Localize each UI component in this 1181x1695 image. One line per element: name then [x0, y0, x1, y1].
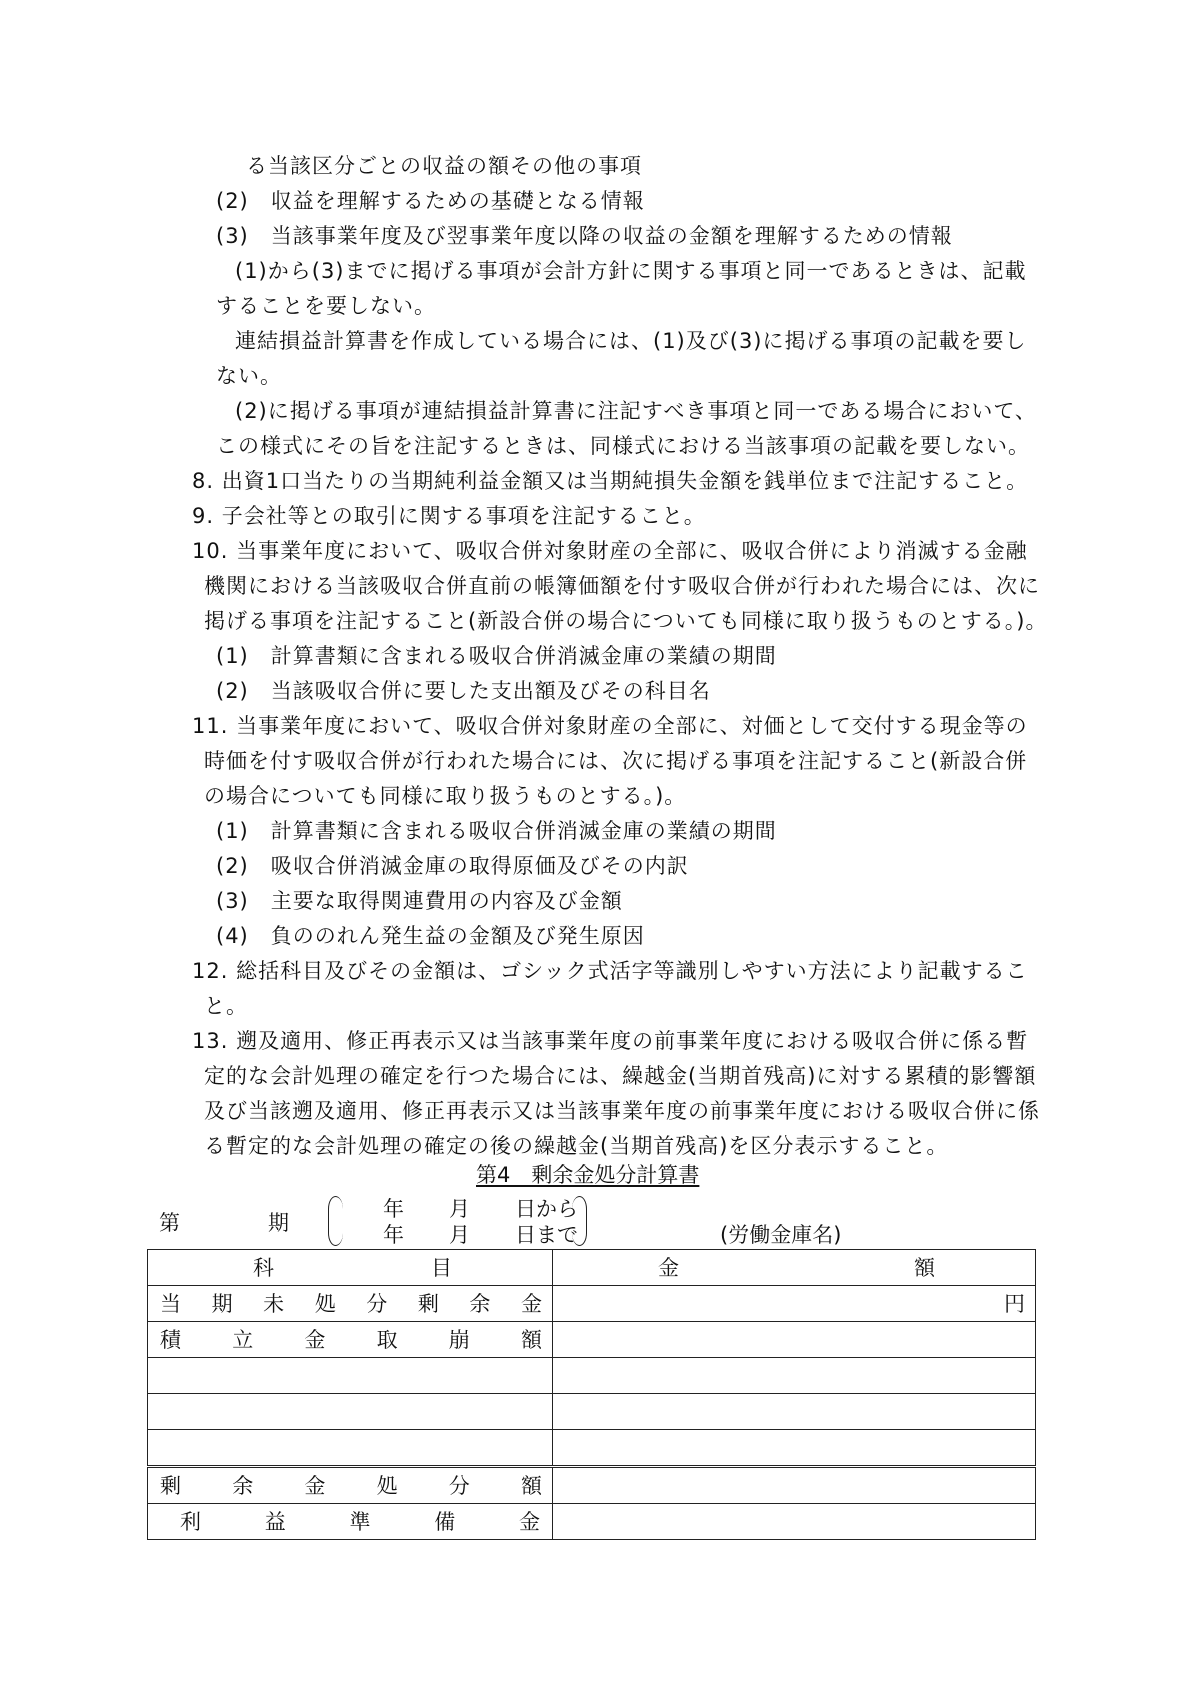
- label-char: 額: [520, 1473, 542, 1498]
- text-line: 連結損益計算書を作成している場合には、(1)及び(3)に掲げる事項の記載を要し: [235, 329, 1027, 353]
- label-char: 取: [376, 1327, 398, 1352]
- label-char: 積: [160, 1327, 181, 1352]
- text-line: 掲げる事項を注記すること(新設合併の場合についても同様に取り扱うものとする。)。: [204, 609, 1048, 633]
- text-line: 12. 総括科目及びその金額は、ゴシック式活字等識別しやすい方法により記載するこ: [192, 959, 1028, 983]
- table-row: [148, 1430, 1036, 1467]
- text-line: (1) 計算書類に含まれる吸収合併消滅金庫の業績の期間: [216, 644, 777, 668]
- table-row: [148, 1394, 1036, 1430]
- text-line: ない。: [216, 364, 282, 388]
- right-brace: [572, 1196, 587, 1246]
- row-label: [148, 1394, 553, 1430]
- table-row: [148, 1358, 1036, 1394]
- amount-cell: [553, 1430, 1036, 1467]
- label-char: 利: [180, 1509, 201, 1534]
- text-line: 時価を付す吸収合併が行われた場合には、次に掲げる事項を注記すること(新設合併: [204, 749, 1028, 773]
- label-char: 処: [376, 1473, 398, 1498]
- label-char: 益: [264, 1509, 286, 1534]
- bank-name: (労働金庫名): [720, 1223, 842, 1247]
- label-char: 当: [160, 1291, 181, 1316]
- text-line: 定的な会計処理の確定を行つた場合には、繰越金(当期首残高)に対する累積的影響額: [204, 1064, 1037, 1088]
- label-char: 剰: [417, 1291, 439, 1316]
- period-ki: 期: [268, 1211, 289, 1235]
- row-label: [148, 1430, 553, 1467]
- to-month: 月: [449, 1223, 470, 1247]
- amount-unit: 円: [553, 1286, 1036, 1322]
- label-char: 金: [519, 1509, 540, 1534]
- text-line: (3) 主要な取得関連費用の内容及び金額: [216, 889, 623, 913]
- header-subject-char: 目: [431, 1255, 452, 1280]
- header-amount: [553, 1250, 1036, 1286]
- label-char: 立: [232, 1327, 254, 1352]
- form-title: 第4 剰余金処分計算書: [476, 1163, 700, 1187]
- label-char: 期: [211, 1291, 233, 1316]
- label-char: 余: [232, 1473, 254, 1498]
- header-subject-char: 科: [253, 1255, 274, 1280]
- text-line: 機関における当該吸収合併直前の帳簿価額を付す吸収合併が行われた場合には、次に: [204, 574, 1040, 598]
- period-dai: 第: [159, 1211, 180, 1235]
- label-char: 処: [314, 1291, 336, 1316]
- label-char: 準: [349, 1509, 371, 1534]
- text-line: 10. 当事業年度において、吸収合併対象財産の全部に、吸収合併により消滅する金融: [192, 539, 1028, 563]
- text-line: (4) 負ののれん発生益の金額及び発生原因: [216, 924, 645, 948]
- text-line: と。: [204, 994, 248, 1018]
- amount-cell: [553, 1322, 1036, 1358]
- row-label: [148, 1467, 553, 1504]
- table-row: [148, 1467, 1036, 1504]
- label-char: 額: [520, 1327, 542, 1352]
- text-line: (2) 吸収合併消滅金庫の取得原価及びその内訳: [216, 854, 689, 878]
- amount-cell: [553, 1358, 1036, 1394]
- label-char: 崩: [448, 1327, 470, 1352]
- table-row: [148, 1322, 1036, 1358]
- label-char: 金: [304, 1327, 326, 1352]
- text-line: することを要しない。: [216, 294, 436, 318]
- text-line: (2) 当該吸収合併に要した支出額及びその科目名: [216, 679, 711, 703]
- text-line: の場合についても同様に取り扱うものとする。)。: [204, 784, 687, 808]
- from-month: 月: [449, 1197, 470, 1221]
- amount-cell: [553, 1467, 1036, 1504]
- from-day: 日から: [515, 1197, 578, 1221]
- from-year: 年: [383, 1197, 404, 1221]
- label-char: 未: [263, 1291, 285, 1316]
- to-day: 日まで: [515, 1223, 578, 1247]
- text-line: 及び当該遡及適用、修正再表示又は当該事業年度の前事業年度における吸収合併に係: [204, 1099, 1040, 1123]
- text-line: 11. 当事業年度において、吸収合併対象財産の全部に、対価として交付する現金等の: [192, 714, 1028, 738]
- label-char: 分: [366, 1291, 388, 1316]
- text-line: この様式にその旨を注記するときは、同様式における当該事項の記載を要しない。: [216, 434, 1030, 458]
- amount-cell: [553, 1504, 1036, 1540]
- row-label: [148, 1504, 553, 1540]
- table-row: [148, 1504, 1036, 1540]
- row-label: [148, 1286, 553, 1322]
- header-amount-char: 金: [658, 1255, 679, 1280]
- header-subject: [148, 1250, 553, 1286]
- left-brace: [328, 1196, 343, 1246]
- text-line: (1) 計算書類に含まれる吸収合併消滅金庫の業績の期間: [216, 819, 777, 843]
- text-line: 8. 出資1口当たりの当期純利益金額又は当期純損失金額を銭単位まで注記すること。: [192, 469, 1029, 493]
- row-label: [148, 1322, 553, 1358]
- label-char: 金: [520, 1291, 542, 1316]
- text-line: (2) 収益を理解するための基礎となる情報: [216, 189, 645, 213]
- header-amount-char: 額: [914, 1255, 935, 1280]
- label-char: 備: [434, 1509, 456, 1534]
- label-char: 金: [304, 1473, 326, 1498]
- text-line: (1)から(3)までに掲げる事項が会計方針に関する事項と同一であるときは、記載: [235, 259, 1027, 283]
- to-year: 年: [383, 1223, 404, 1247]
- table-header-row: [148, 1250, 1036, 1286]
- text-line: (3) 当該事業年度及び翌事業年度以降の収益の金額を理解するための情報: [216, 224, 953, 248]
- row-label: [148, 1358, 553, 1394]
- amount-cell: [553, 1394, 1036, 1430]
- label-char: 剰: [160, 1473, 181, 1498]
- surplus-table: [147, 1249, 1036, 1540]
- text-line: 13. 遡及適用、修正再表示又は当該事業年度の前事業年度における吸収合併に係る暫: [192, 1029, 1029, 1053]
- label-char: 分: [448, 1473, 470, 1498]
- label-char: 余: [469, 1291, 491, 1316]
- text-line: 9. 子会社等との取引に関する事項を注記すること。: [192, 504, 706, 528]
- table-row: [148, 1286, 1036, 1322]
- text-line: (2)に掲げる事項が連結損益計算書に注記すべき事項と同一である場合において、: [235, 399, 1037, 423]
- text-line: る当該区分ごとの収益の額その他の事項: [246, 154, 642, 178]
- text-line: る暫定的な会計処理の確定の後の繰越金(当期首残高)を区分表示すること。: [204, 1134, 949, 1158]
